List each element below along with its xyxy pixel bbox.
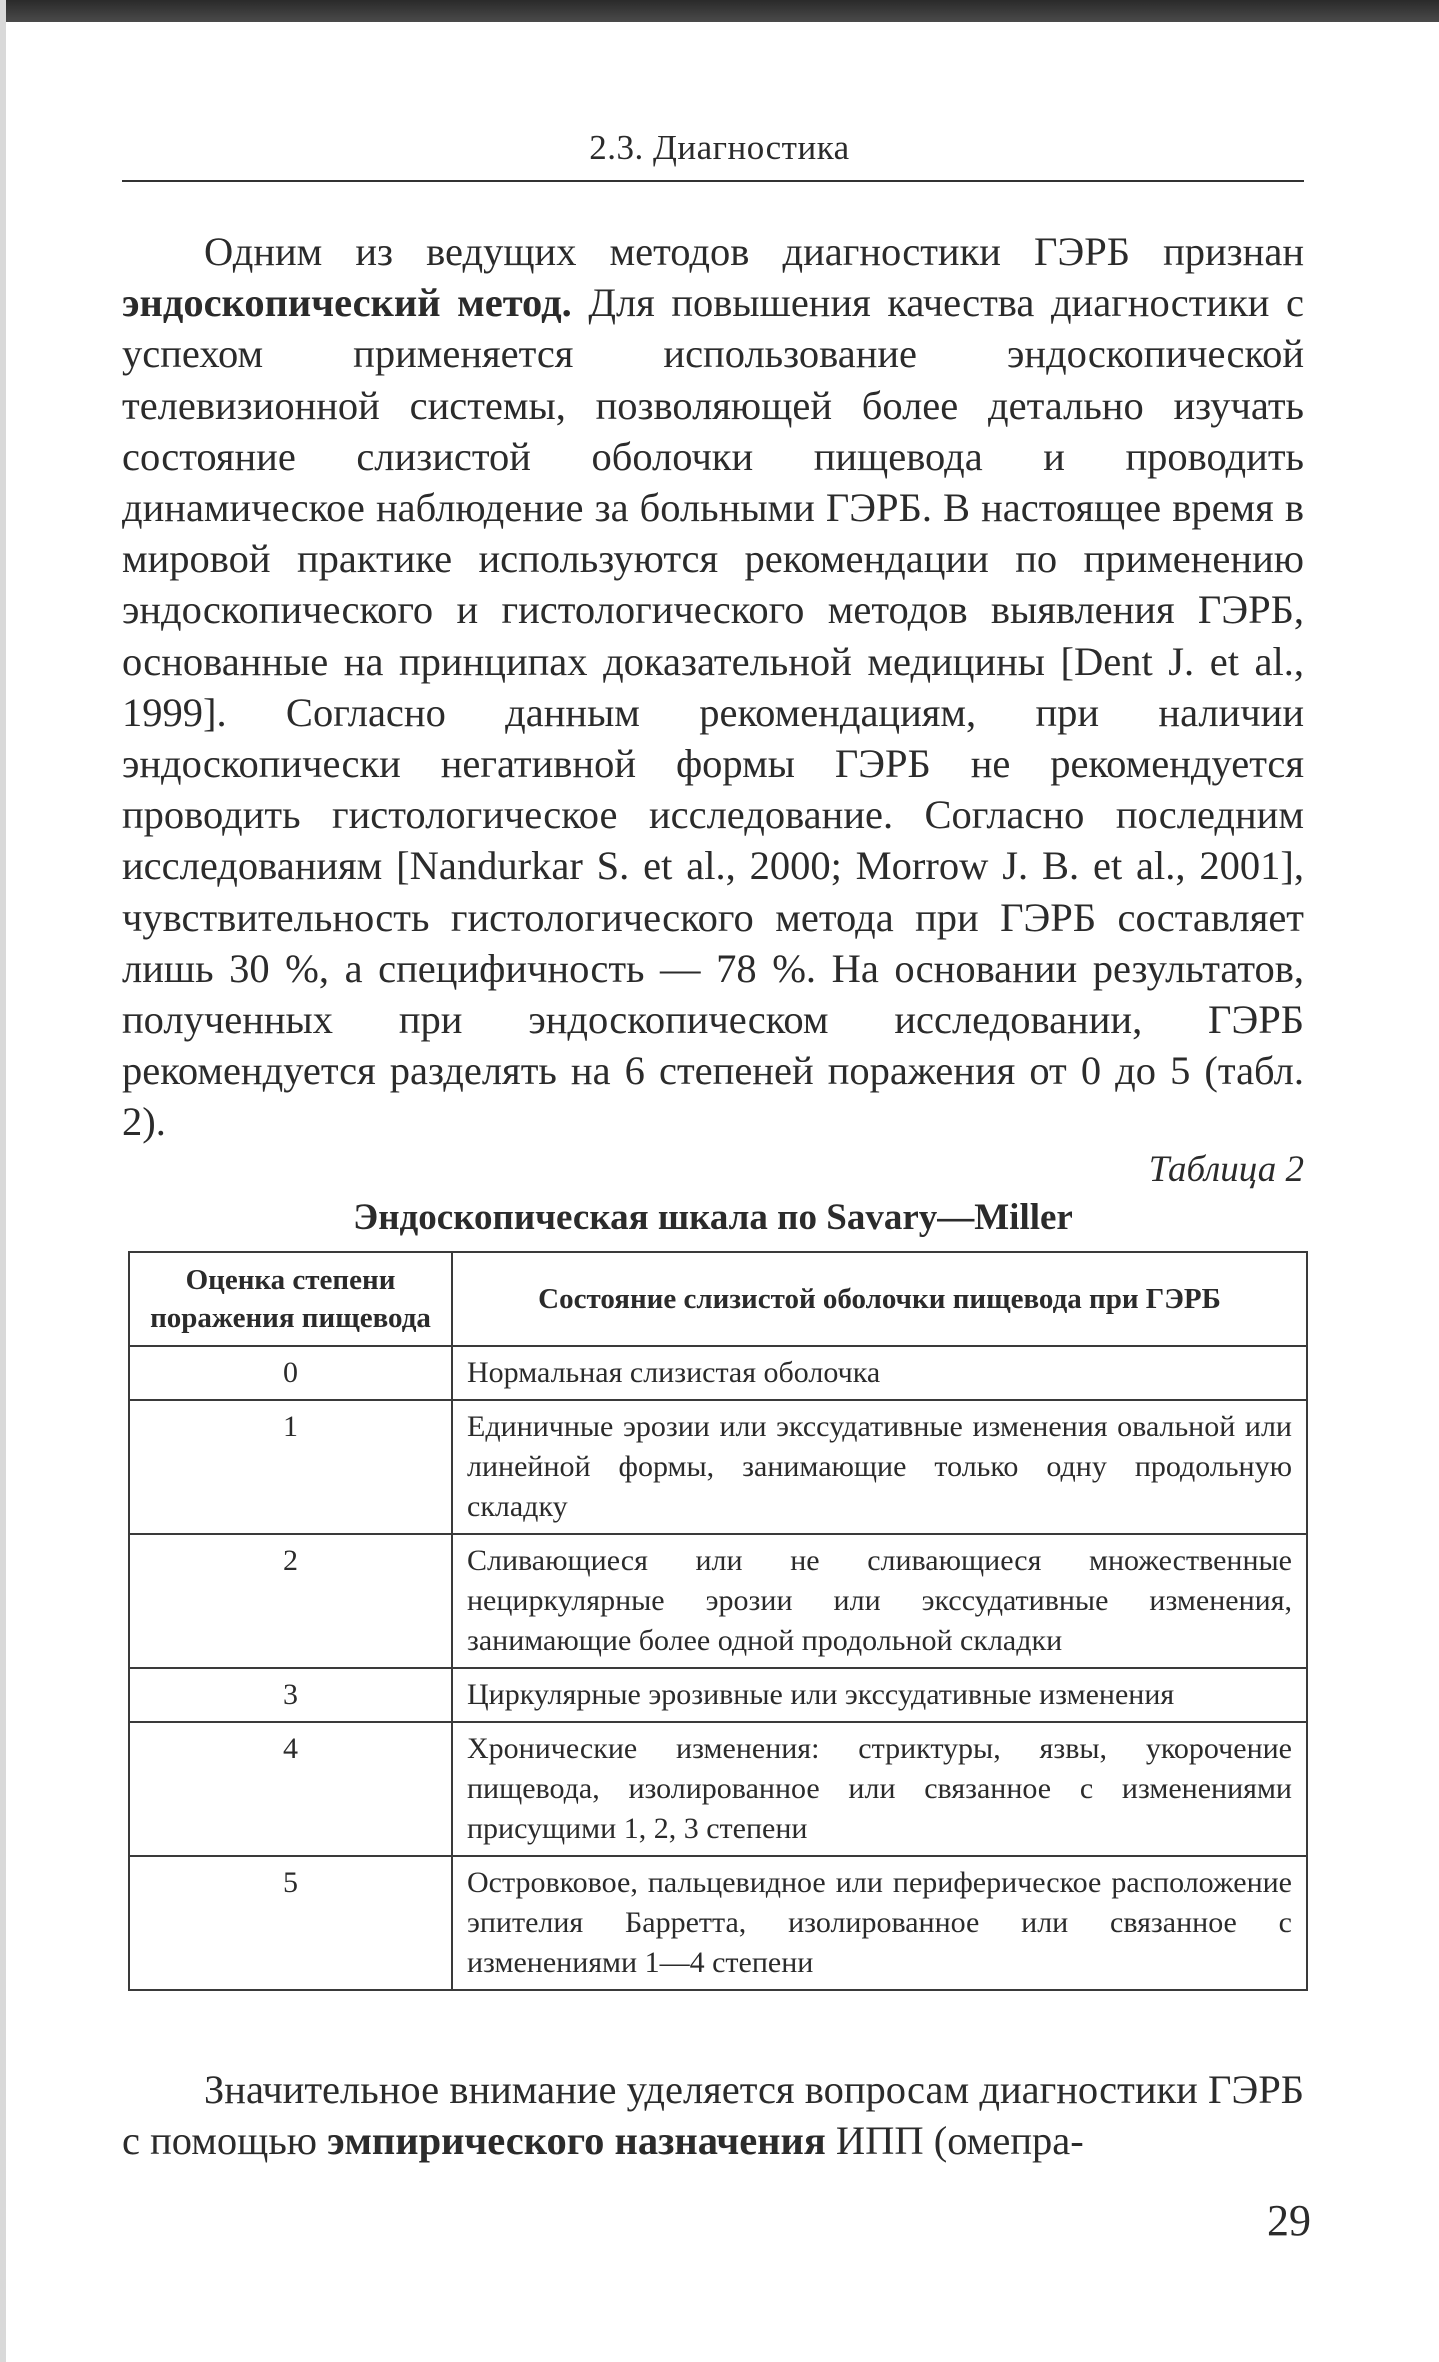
description-cell: Циркулярные эрозивные или экссудативные изменения [452,1668,1307,1722]
paragraph-1 [122,226,1304,1148]
description-cell: Сливающиеся или не сливающиеся множественные нециркулярные эрозии или экссудативные изменения, занимающие более одной продольной складки [452,1534,1307,1668]
table-row [129,1722,1307,1856]
scan-top-edge [0,0,1439,22]
table-header-row [129,1252,1307,1346]
column-header-description: Состояние слизистой оболочки пищевода при ГЭРБ [452,1252,1307,1346]
grade-cell: 4 [129,1722,452,1856]
grade-cell: 0 [129,1346,452,1400]
table-row [129,1668,1307,1722]
paragraph-1-text-b: Для повышения качества диагностики с успехом применяется использование эндоскопической телевизионной системы, позволяющей более детально изучать состояние слизистой оболочки пищевода и проводить динамическое наблюдение за больными ГЭРБ. В настоящее время в мировой практике используются рекомендации по применению эндоскопического и гистологического методов выявления ГЭРБ, основанные на принципах доказательной медицины [Dent J. et al., 1999]. Согласно данным рекомендациям, при наличии эндоскопически негативной формы ГЭРБ не рекомендуется проводить гистологическое исследование. Согласно последним исследованиям [Nandurkar S. et al., 2000; Morrow J. B. et al., 2001], чувствительность гистологического метода при ГЭРБ составляет лишь 30 %, а специфичность — 78 %. На основании результатов, полученных при эндоскопическом исследовании, ГЭРБ рекомендуется разделять на 6 степеней поражения от 0 до 5 (табл. 2). [122,280,1304,1145]
page-number: 29 [1267,2196,1311,2245]
running-title: 2.3. Диагностика [589,128,850,167]
grade-cell: 5 [129,1856,452,1990]
table-label: Таблица 2 [1148,1149,1304,1190]
table-row [129,1346,1307,1400]
paragraph-1-text-a: Одним из ведущих методов диагностики ГЭРБ признан [204,229,1304,274]
paragraph-2-text-a: Значительное внимание уделяется вопросам диагностики ГЭРБ с помощью [122,2067,1304,2164]
table-row [129,1534,1307,1668]
description-cell: Хронические изменения: стриктуры, язвы, укорочение пищевода, изолированное или связанное с изменениями присущими 1, 2, 3 степени [452,1722,1307,1856]
description-cell: Островковое, пальцевидное или периферическое расположение эпителия Барретта, изолированное или связанное с изменениями 1—4 степени [452,1856,1307,1990]
header-rule [122,180,1304,182]
column-header-grade: Оценка степени поражения пищевода [129,1252,452,1346]
description-cell: Нормальная слизистая оболочка [452,1346,1307,1400]
scan-left-edge [0,0,6,2362]
paragraph-2-bold-term: эмпирического назначения [327,2118,826,2164]
grade-cell: 2 [129,1534,452,1668]
paragraph-1-bold-term: эндоскопический метод. [122,280,572,326]
table-title: Эндоскопическая шкала по Savary—Miller [353,1197,1073,1238]
table-row [129,1856,1307,1990]
paragraph-2-text-b: ИПП (омепра- [835,2118,1084,2164]
paragraph-2 [122,2064,1304,2166]
table-row [129,1400,1307,1534]
savary-miller-table [128,1251,1308,1991]
grade-cell: 1 [129,1400,452,1534]
description-cell: Единичные эрозии или экссудативные изменения овальной или линейной формы, занимающие только одну продольную складку [452,1400,1307,1534]
grade-cell: 3 [129,1668,452,1722]
